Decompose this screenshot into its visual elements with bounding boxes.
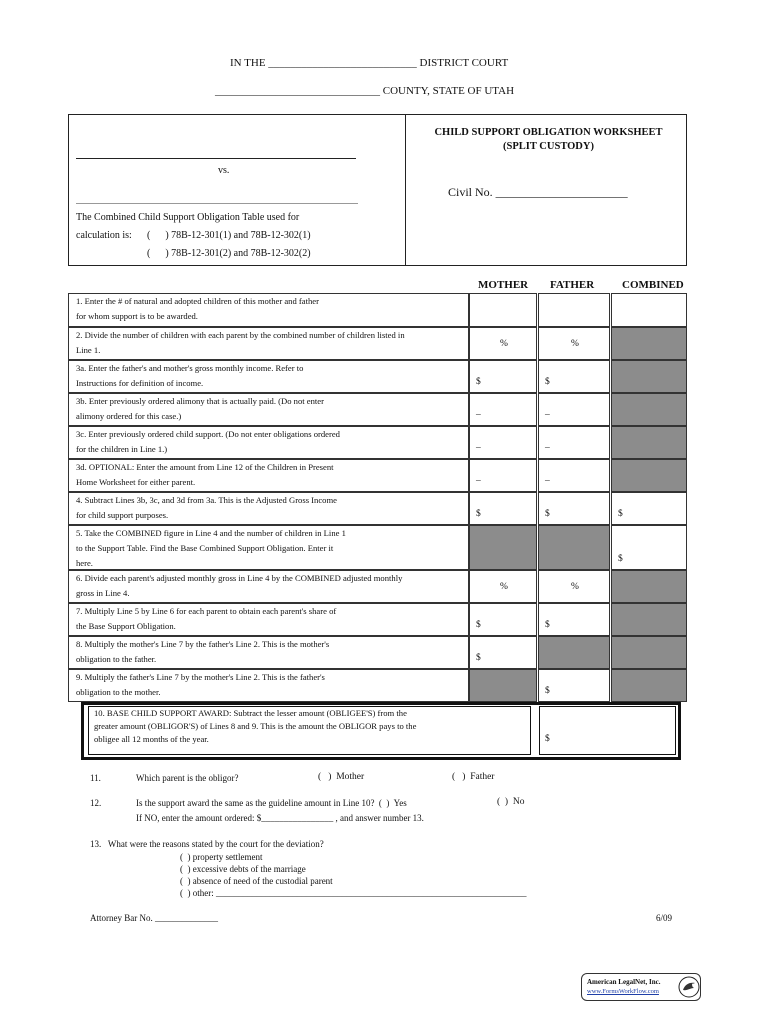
vs-text: vs.: [218, 165, 230, 176]
row-3-combined-cell: [611, 360, 687, 393]
dollar-sign: $: [618, 509, 623, 519]
dollar-sign: $: [618, 554, 623, 564]
court-line: IN THE ___________________________ DISTRICT COURT: [230, 57, 509, 69]
row-1-text-1: 1. Enter the # of natural and adopted children of this mother and father: [76, 296, 319, 306]
row-9-text-2: gross in Line 4.: [76, 588, 130, 598]
dollar-sign: $: [545, 509, 550, 519]
party-line-1: [76, 158, 356, 159]
col-mother: MOTHER: [478, 279, 529, 291]
row-3-father-cell[interactable]: [538, 360, 610, 393]
row-2-text-2: Line 1.: [76, 345, 101, 355]
table-used-text: The Combined Child Support Obligation Table used for: [76, 212, 300, 223]
q12-amount[interactable]: If NO, enter the amount ordered: $________________ , and answer number 13.: [136, 813, 424, 823]
calc-option-2[interactable]: ( ) 78B-12-301(2) and 78B-12-302(2): [147, 248, 311, 259]
row10-value-box[interactable]: [539, 706, 676, 755]
row10-line1: 10. BASE CHILD SUPPORT AWARD: Subtract the lesser amount (OBLIGEE'S) from the: [94, 708, 407, 718]
q11-text: Which parent is the obligor?: [136, 773, 239, 783]
row-3-text-1: 3a. Enter the father's and mother's gross monthly income. Refer to: [76, 363, 304, 373]
percent-sign: %: [571, 338, 579, 349]
row-8-text-3: here.: [76, 558, 93, 568]
row-3-text-2: Instructions for definition of income.: [76, 378, 204, 388]
dollar-sign: $: [476, 509, 481, 519]
row-12-text-1: 9. Multiply the father's Line 7 by the mother's Line 2. This is the father's: [76, 672, 325, 682]
row-1-father-cell[interactable]: [538, 293, 610, 327]
company-name: American LegalNet, Inc.: [587, 978, 661, 986]
row-11-text-2: obligation to the father.: [76, 654, 157, 664]
row-12-text-2: obligation to the mother.: [76, 687, 161, 697]
row-2-combined-cell: [611, 327, 687, 360]
row-5-mother-cell[interactable]: [469, 426, 537, 459]
calc-option-1[interactable]: ( ) 78B-12-301(1) and 78B-12-302(1): [147, 230, 311, 241]
row-7-text-1: 4. Subtract Lines 3b, 3c, and 3d from 3a. This is the Adjusted Gross Income: [76, 495, 337, 505]
row-6-father-cell[interactable]: [538, 459, 610, 492]
dollar-sign: $: [545, 620, 550, 630]
row-1-text-2: for whom support is to be awarded.: [76, 311, 198, 321]
q12-no-option[interactable]: ( ) No: [497, 797, 525, 807]
row-5-father-cell[interactable]: [538, 426, 610, 459]
q12-text[interactable]: Is the support award the same as the guideline amount in Line 10? ( ) Yes: [136, 798, 407, 808]
dash-mark: –: [545, 443, 550, 453]
row-9-mother-cell[interactable]: [469, 570, 537, 603]
dollar-sign: $: [545, 686, 550, 696]
row-10-text-2: the Base Support Obligation.: [76, 621, 176, 631]
row-2-father-cell[interactable]: [538, 327, 610, 360]
row-12-combined-cell: [611, 669, 687, 702]
q12-num: 12.: [90, 798, 102, 808]
row-12-father-cell[interactable]: [538, 669, 610, 702]
q13-opt-other[interactable]: ( ) other: _____________________________________________________________________: [180, 888, 527, 898]
percent-sign: %: [500, 581, 508, 592]
row-11-mother-cell[interactable]: [469, 636, 537, 669]
attorney-bar-no[interactable]: Attorney Bar No. ______________: [90, 913, 218, 923]
row-3-mother-cell[interactable]: [469, 360, 537, 393]
form-date: 6/09: [656, 913, 673, 923]
row-11-combined-cell: [611, 636, 687, 669]
row-7-mother-cell[interactable]: [469, 492, 537, 525]
worksheet-subtitle: (SPLIT CUSTODY): [503, 141, 594, 152]
q11-num: 11.: [90, 773, 101, 783]
dash-mark: –: [545, 410, 550, 420]
col-father: FATHER: [550, 279, 595, 291]
dollar-sign: $: [476, 620, 481, 630]
dollar-sign: $: [545, 377, 550, 387]
row-5-text-1: 3c. Enter previously ordered child support. (Do not enter obligations ordered: [76, 429, 340, 439]
row-2-mother-cell[interactable]: [469, 327, 537, 360]
row10-line2: greater amount (OBLIGOR'S) of Lines 8 and 9. This is the amount the OBLIGOR pays to the: [94, 721, 417, 731]
q11-father-option[interactable]: ( ) Father: [452, 772, 495, 782]
row-11-text-1: 8. Multiply the mother's Line 7 by the father's Line 2. This is the mother's: [76, 639, 330, 649]
civil-no[interactable]: Civil No. ______________________: [448, 185, 628, 199]
row-4-text-2: alimony ordered for this case.): [76, 411, 182, 421]
q13-opt-debts[interactable]: ( ) excessive debts of the marriage: [180, 864, 306, 874]
row-7-text-2: for child support purposes.: [76, 510, 169, 520]
row-6-text-2: Home Worksheet for either parent.: [76, 477, 196, 487]
dash-mark: –: [476, 443, 481, 453]
q13-opt-property[interactable]: ( ) property settlement: [180, 852, 263, 862]
dash-mark: –: [545, 476, 550, 486]
row-8-combined-cell[interactable]: [611, 525, 687, 570]
row-9-text-1: 6. Divide each parent's adjusted monthly gross in Line 4 by the COMBINED adjusted monthly: [76, 573, 403, 583]
row-8-text-1: 5. Take the COMBINED figure in Line 4 and the number of children in Line 1: [76, 528, 346, 538]
eagle-logo-icon: [678, 976, 700, 998]
legalnet-badge: [581, 973, 701, 1001]
row-7-father-cell[interactable]: [538, 492, 610, 525]
row-7-combined-cell[interactable]: [611, 492, 687, 525]
caption-divider: [405, 114, 406, 266]
row-10-father-cell[interactable]: [538, 603, 610, 636]
q13-opt-absence[interactable]: ( ) absence of need of the custodial parent: [180, 876, 333, 886]
calc-label: calculation is:: [76, 230, 132, 241]
row-6-combined-cell: [611, 459, 687, 492]
row-4-mother-cell[interactable]: [469, 393, 537, 426]
row-8-mother-cell: [469, 525, 537, 570]
dash-mark: –: [476, 476, 481, 486]
dollar-sign: $: [476, 377, 481, 387]
row-1-mother-cell[interactable]: [469, 293, 537, 327]
row-6-text-1: 3d. OPTIONAL: Enter the amount from Line 12 of the Children in Present: [76, 462, 334, 472]
dollar-sign: $: [476, 653, 481, 663]
row-9-combined-cell: [611, 570, 687, 603]
worksheet-title: CHILD SUPPORT OBLIGATION WORKSHEET: [434, 127, 663, 138]
percent-sign: %: [571, 581, 579, 592]
row-4-text-1: 3b. Enter previously ordered alimony that is actually paid. (Do not enter: [76, 396, 324, 406]
row-10-mother-cell[interactable]: [469, 603, 537, 636]
row-9-father-cell[interactable]: [538, 570, 610, 603]
q11-mother-option[interactable]: ( ) Mother: [318, 772, 365, 782]
row-4-combined-cell: [611, 393, 687, 426]
row-12-mother-cell: [469, 669, 537, 702]
row-8-father-cell: [538, 525, 610, 570]
row-4-father-cell[interactable]: [538, 393, 610, 426]
row-6-mother-cell[interactable]: [469, 459, 537, 492]
row-11-father-cell: [538, 636, 610, 669]
row-8-text-2: to the Support Table. Find the Base Combined Support Obligation. Enter it: [76, 543, 334, 553]
row-1-combined-cell[interactable]: [611, 293, 687, 327]
row-10-combined-cell: [611, 603, 687, 636]
dash-mark: –: [476, 410, 481, 420]
q13-text: 13. What were the reasons stated by the court for the deviation?: [90, 839, 324, 849]
party-line-2: [76, 203, 358, 204]
county-line: ______________________________ COUNTY, STATE OF UTAH: [215, 85, 515, 97]
col-combined: COMBINED: [622, 279, 684, 291]
row-5-text-2: for the children in Line 1.): [76, 444, 168, 454]
row10-line3: obligee all 12 months of the year.: [94, 734, 209, 744]
percent-sign: %: [500, 338, 508, 349]
row-5-combined-cell: [611, 426, 687, 459]
row-2-text-1: 2. Divide the number of children with each parent by the combined number of children listed in: [76, 330, 405, 340]
row10-dollar: $: [545, 734, 550, 744]
row-10-text-1: 7. Multiply Line 5 by Line 6 for each parent to obtain each parent's share of: [76, 606, 337, 616]
company-url[interactable]: www.FormsWorkFlow.com: [587, 988, 659, 995]
